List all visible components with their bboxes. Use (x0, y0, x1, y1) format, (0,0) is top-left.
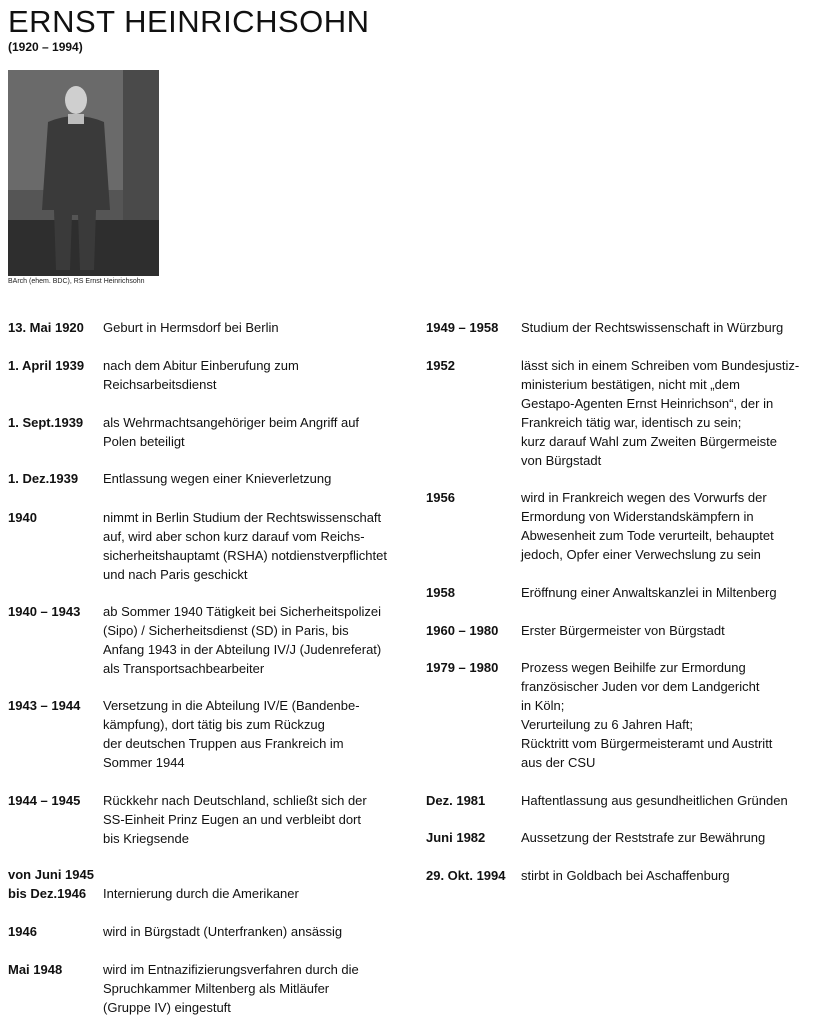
entry-text: Prozess wegen Beihilfe zur Ermordung französischer Juden vor dem Landgericht in Köln; Verurteilung zu 6 Jahren Haft; Rücktritt vom Bürgermeisteramt und Austritt aus der CSU (521, 660, 773, 770)
entry-date: 13. Mai 1920 (8, 320, 84, 335)
entry-text: Internierung durch die Amerikaner (103, 886, 299, 901)
entry-text: nach dem Abitur Einberufung zum Reichsarbeitsdienst (103, 358, 299, 392)
entry-text: Aussetzung der Reststrafe zur Bewährung (521, 830, 766, 845)
entry-date: 1. April 1939 (8, 358, 85, 373)
entry-date: 1940 – 1943 (8, 604, 81, 619)
entry-text: Haftentlassung aus gesundheitlichen Gründen (521, 793, 788, 808)
entry-text: Rückkehr nach Deutschland, schließt sich der SS-Einheit Prinz Eugen an und verbleibt dort bis Kriegsende (103, 793, 367, 846)
entry-text: nimmt in Berlin Studium der Rechtswissenschaft auf, wird aber schon kurz darauf vom Reichs- sicherheitshauptamt (RSHA) notdienstverpflichtet und nach Paris geschickt (103, 510, 387, 582)
entry-date: 1. Sept.1939 (8, 415, 84, 430)
entry-text: wird in Frankreich wegen des Vorwurfs der Ermordung von Widerstandskämpfern in Abwesenheit zum Tode verurteilt, behauptet jedoch, Opfer einer Verwechslung zu sein (521, 490, 774, 562)
entry-date: 1944 – 1945 (8, 793, 81, 808)
entry-text: Entlassung wegen einer Knieverletzung (103, 471, 332, 486)
entry-date: 1943 – 1944 (8, 698, 81, 713)
entry-text: als Wehrmachtsangehöriger beim Angriff auf Polen beteiligt (103, 415, 360, 449)
entry-text: lässt sich in einem Schreiben vom Bundesjustiz- ministerium bestätigen, nicht mit „dem Gestapo-Agenten Ernst Heinrichson“, der in Frankreich tätig war, identisch zu sein; kurz darauf Wahl zum Zweiten Bürgermeiste von Bürgstadt (521, 358, 800, 468)
life-years: (1920 – 1994) (8, 40, 83, 54)
entry-text: stirbt in Goldbach bei Aschaffenburg (521, 868, 730, 883)
photo-caption: BArch (ehem. BDC), RS Ernst Heinrichsohn (8, 278, 145, 285)
entry-date: Dez. 1981 (426, 793, 486, 808)
portrait-figure-icon (8, 70, 159, 276)
entry-text: Erster Bürgermeister von Bürgstadt (521, 623, 725, 638)
entry-date: Mai 1948 (8, 962, 63, 977)
entry-date: 1949 – 1958 (426, 320, 499, 335)
entry-date: 1979 – 1980 (426, 660, 499, 675)
entry-date: 29. Okt. 1994 (426, 868, 506, 883)
entry-text: Eröffnung einer Anwaltskanzlei in Miltenberg (521, 585, 777, 600)
portrait-photo (8, 70, 159, 276)
entry-date: von Juni 1945 bis Dez.1946 (8, 867, 94, 901)
entry-text: wird in Bürgstadt (Unterfranken) ansässig (103, 924, 343, 939)
entry-date: 1. Dez.1939 (8, 471, 79, 486)
page-title: ERNST HEINRICHSOHN (8, 4, 370, 39)
entry-date: 1952 (426, 358, 455, 373)
entry-date: 1956 (426, 490, 455, 505)
entry-date: 1946 (8, 924, 37, 939)
entry-text: Studium der Rechtswissenschaft in Würzburg (521, 320, 784, 335)
entry-text: Versetzung in die Abteilung IV/E (Bandenbe- kämpfung), dort tätig bis zum Rückzug der deutschen Truppen aus Frankreich im Sommer 1944 (103, 698, 360, 770)
entry-text: ab Sommer 1940 Tätigkeit bei Sicherheitspolizei (Sipo) / Sicherheitsdienst (SD) in Paris, bis Anfang 1943 in der Abteilung IV/J (Judenreferat) als Transportsachbearbeiter (103, 604, 382, 676)
entry-date: Juni 1982 (426, 830, 486, 845)
entry-date: 1960 – 1980 (426, 623, 499, 638)
entry-text: Geburt in Hermsdorf bei Berlin (103, 320, 279, 335)
entry-text: wird im Entnazifizierungsverfahren durch die Spruchkammer Miltenberg als Mitläufer (Gruppe IV) eingestuft (103, 962, 359, 1015)
entry-date: 1958 (426, 585, 455, 600)
entry-date: 1940 (8, 510, 37, 525)
